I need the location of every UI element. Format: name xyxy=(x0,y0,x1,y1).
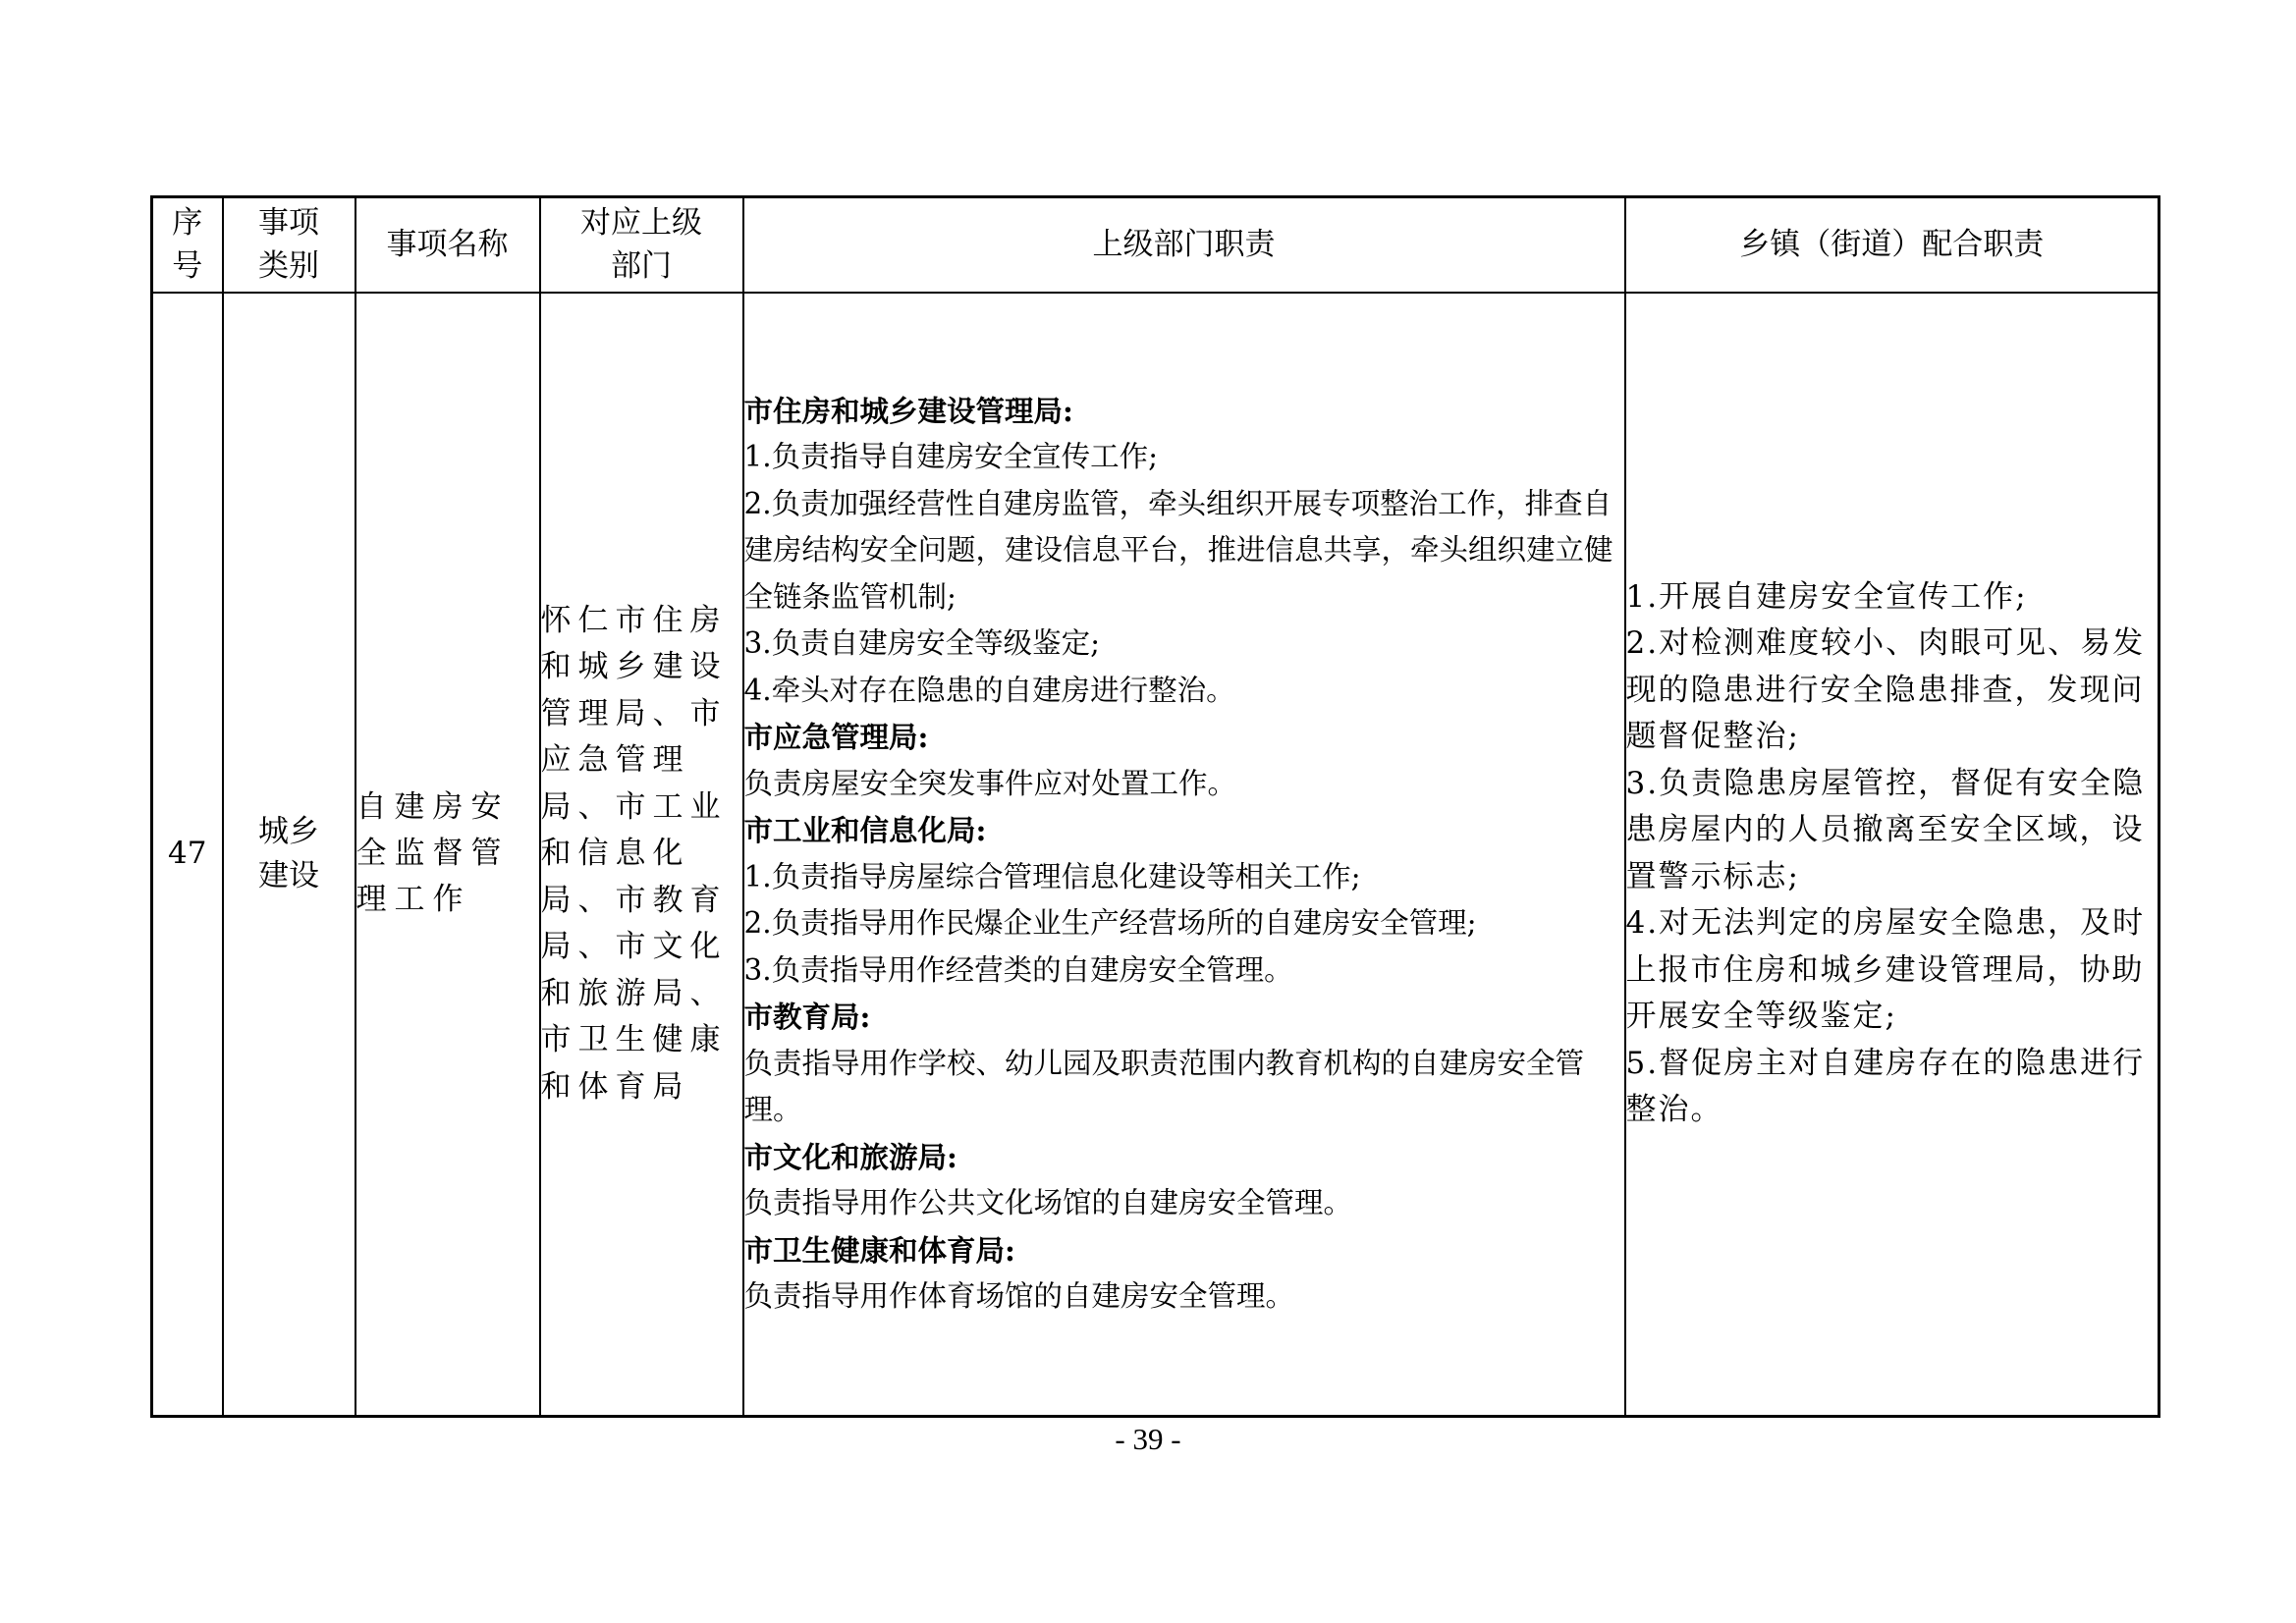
duty-dept-heading: 市工业和信息化局: xyxy=(743,813,987,848)
header-category-line2: 类别 xyxy=(258,248,319,285)
duty-item: 负责房屋安全突发事件应对处置工作。 xyxy=(743,766,1237,800)
duty-table xyxy=(150,195,2160,1418)
duty-dept-heading: 市教育局: xyxy=(743,1000,871,1035)
row-town-coop-duty xyxy=(1625,293,2159,1417)
header-coop: 乡镇（街道）配合职责 xyxy=(1625,197,2159,293)
duty-dept-heading: 市文化和旅游局: xyxy=(743,1139,957,1174)
duty-item: 负责指导用作学校、幼儿园及职责范围内教育机构的自建房安全管理。 xyxy=(743,1046,1585,1127)
header-dept-line2: 部门 xyxy=(611,248,672,285)
row-item-name: 自建房安全监督管理工作 xyxy=(355,293,540,1417)
page-number: - 39 - xyxy=(1115,1422,1181,1456)
row-superior-dept: 怀仁市住房和城乡建设管理局、市应急管理局、市工业和信息化局、市教育局、市文化和旅游局、市卫生健康和体育局 xyxy=(540,293,743,1417)
header-index-line1: 序 xyxy=(172,205,203,242)
header-row xyxy=(152,197,2159,293)
duty-item: 2.负责指导用作民爆企业生产经营场所的自建房安全管理; xyxy=(743,906,1477,941)
duty-item: 3.负责自建房安全等级鉴定; xyxy=(743,626,1101,661)
coop-item: 1.开展自建房安全宣传工作; xyxy=(1625,578,2028,615)
header-category xyxy=(223,197,355,293)
table-row xyxy=(152,293,2159,1417)
duty-item: 1.负责指导自建房安全宣传工作; xyxy=(743,440,1159,474)
duty-item: 1.负责指导房屋综合管理信息化建设等相关工作; xyxy=(743,859,1361,893)
header-name: 事项名称 xyxy=(355,197,540,293)
duty-item: 2.负责加强经营性自建房监管，牵头组织开展专项整治工作，排查自建房结构安全问题，建设信息平台，推进信息共享，牵头组织建立健全链条监管机制; xyxy=(743,486,1613,614)
header-index xyxy=(152,197,223,293)
duty-dept-heading: 市应急管理局: xyxy=(743,720,929,755)
header-dept xyxy=(540,197,743,293)
row-category-line1: 城乡 xyxy=(258,813,319,849)
row-superior-duty xyxy=(743,293,1625,1417)
header-category-line1: 事项 xyxy=(258,205,319,242)
coop-item: 4.对无法判定的房屋安全隐患，及时上报市住房和城乡建设管理局，协助开展安全等级鉴定; xyxy=(1625,905,2146,1035)
coop-item: 3.负责隐患房屋管控，督促有安全隐患房屋内的人员撤离至安全区域，设置警示标志; xyxy=(1625,765,2146,894)
duty-item: 4.牵头对存在隐患的自建房进行整治。 xyxy=(743,673,1235,707)
row-category-line2: 建设 xyxy=(258,857,319,893)
duty-dept-heading: 市住房和城乡建设管理局: xyxy=(743,393,1073,428)
duty-item: 负责指导用作体育场馆的自建房安全管理。 xyxy=(743,1279,1295,1314)
duty-dept-heading: 市卫生健康和体育局: xyxy=(743,1232,1015,1268)
row-index: 47 xyxy=(152,293,223,1417)
coop-item: 5.督促房主对自建房存在的隐患进行整治。 xyxy=(1625,1045,2146,1128)
header-index-line2: 号 xyxy=(172,248,203,285)
duty-item: 负责指导用作公共文化场馆的自建房安全管理。 xyxy=(743,1186,1353,1220)
coop-item: 2.对检测难度较小、肉眼可见、易发现的隐患进行安全隐患排查，发现问题督促整治; xyxy=(1625,625,2146,755)
header-duty: 上级部门职责 xyxy=(743,197,1625,293)
header-dept-line1: 对应上级 xyxy=(580,205,702,242)
row-category xyxy=(223,293,355,1417)
duty-item: 3.负责指导用作经营类的自建房安全管理。 xyxy=(743,952,1293,987)
